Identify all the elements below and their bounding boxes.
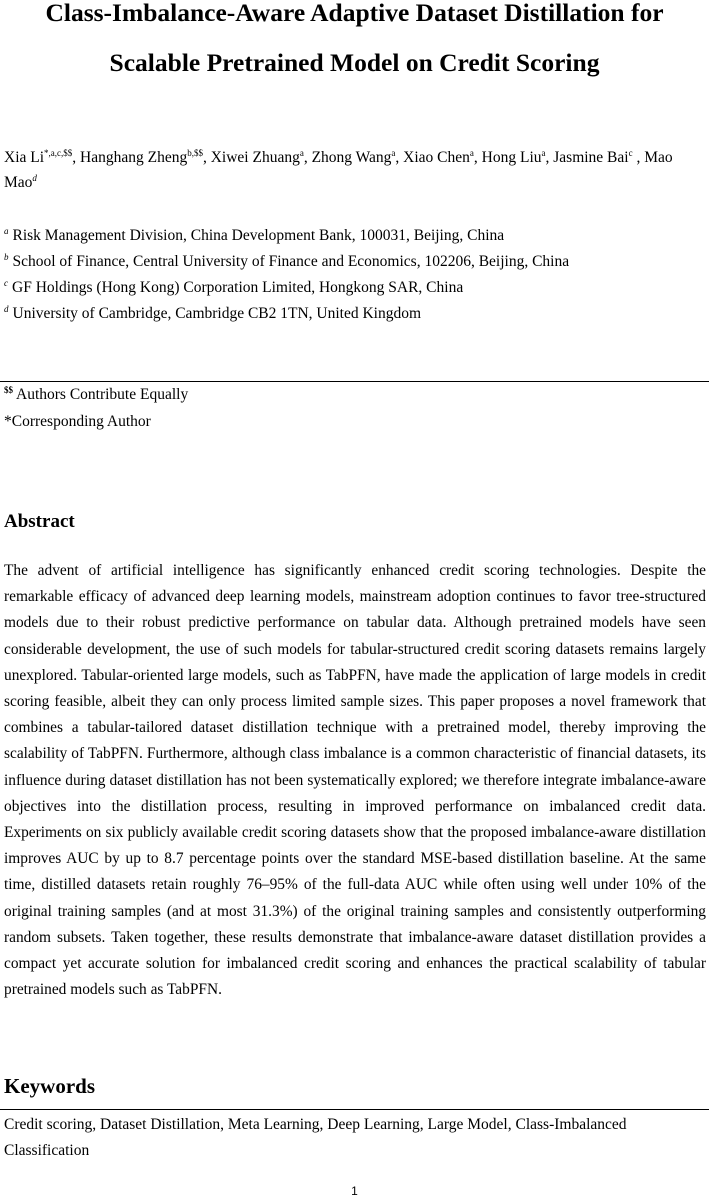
- affiliation-text: School of Finance, Central University of Finance and Economics, 102206, Beijing, China: [12, 253, 570, 270]
- abstract-body: The advent of artificial intelligence has significantly enhanced credit scoring technologies. Despite the remarkable efficacy of advanced deep learning models, mainstream adoption continues to favor tree-structured models due to their robust predictive performance on tabular data. Although pretrained models have seen considerable development, the use of such models for tabular-structured credit scoring datasets remains largely unexplored. Tabular-oriented large models, such as TabPFN, have made the application of large models in credit scoring feasible, albeit they can only process limited sample sizes. This paper proposes a novel framework that combines a tabular-tailored dataset distillation technique with a pretrained model, thereby improving the scalability of TabPFN. Furthermore, although class imbalance is a common characteristic of financial datasets, its influence during dataset distillation has not been systematically explored; we therefore integrate imbalance-aware objectives into the distillation process, resulting in improved performance on imbalanced credit data. Experiments on six publicly available credit scoring datasets show that the proposed imbalance-aware distillation improves AUC by up to 8.7 percentage points over the standard MSE-based distillation baseline. At the same time, distilled datasets retain roughly 76–95% of the full-data AUC while often using well under 10% of the original training samples (and at most 31.3%) of the original training samples and consistently outperforming random subsets. Taken together, these results demonstrate that imbalance-aware dataset distillation provides a compact yet accurate solution for imbalanced credit scoring and enhances the practical scalability of tabular pretrained models such as TabPFN.: [4, 562, 706, 999]
- author-name: Zhong Wang: [311, 149, 392, 166]
- author-mark: a: [469, 148, 474, 158]
- author-mark: b,$$: [187, 148, 203, 158]
- author-separator: ,: [473, 149, 482, 166]
- author-list: [4, 145, 707, 195]
- affiliation-mark: d: [4, 304, 9, 314]
- author-mark: *,a,c,$$: [44, 148, 73, 158]
- author: [553, 149, 644, 166]
- affiliation-mark: a: [4, 226, 9, 236]
- author-name: Xiao Chen: [403, 149, 470, 166]
- author: [211, 149, 312, 166]
- author-name: Xiwei Zhuang: [210, 149, 300, 166]
- author-name: Mao Mao: [4, 149, 673, 191]
- affiliation: [4, 301, 707, 327]
- author-mark: d: [32, 173, 37, 183]
- paper-title-line-1: Class-Imbalance-Aware Adaptive Dataset Distillation for: [45, 0, 664, 27]
- keywords-divider: [0, 1109, 709, 1110]
- author-mark: a: [541, 148, 546, 158]
- affiliation-text: University of Cambridge, Cambridge CB2 1TN, United Kingdom: [12, 305, 422, 322]
- paper-title-line-2: Scalable Pretrained Model on Credit Scoring: [109, 48, 600, 77]
- author-separator: ,: [202, 149, 211, 166]
- affiliation-text: GF Holdings (Hong Kong) Corporation Limited, Hongkong SAR, China: [12, 279, 464, 296]
- author-separator: ,: [303, 149, 312, 166]
- affiliation-list: [4, 223, 707, 327]
- author-separator: ,: [72, 149, 81, 166]
- affiliation-mark: b: [4, 252, 9, 262]
- author-mark: a: [299, 148, 304, 158]
- affiliation: [4, 223, 707, 249]
- affiliation-text: Risk Management Division, China Development Bank, 100031, Beijing, China: [12, 227, 505, 244]
- keywords-text: Credit scoring, Dataset Distillation, Meta Learning, Deep Learning, Large Model, Class-Imbalanced Classification: [4, 1116, 627, 1159]
- abstract-heading: Abstract: [4, 511, 75, 532]
- author: [4, 149, 80, 166]
- affiliation: [4, 275, 707, 301]
- author-separator: ,: [545, 149, 554, 166]
- author: [482, 149, 554, 166]
- equal-contribution-text: Authors Contribute Equally: [16, 386, 189, 403]
- author-separator: ,: [395, 149, 404, 166]
- author-mark: a: [391, 148, 396, 158]
- affiliation: [4, 249, 707, 275]
- author-separator: ,: [632, 149, 645, 166]
- author: [403, 149, 481, 166]
- author-name: Hong Liu: [481, 149, 542, 166]
- equal-contribution-mark: $$: [4, 385, 13, 395]
- affiliation-mark: c: [4, 278, 8, 288]
- author-name: Hanghang Zheng: [80, 149, 188, 166]
- equal-contribution-note: [4, 381, 707, 408]
- author: [80, 149, 211, 166]
- page-number: 1: [351, 1184, 358, 1198]
- author-name: Jasmine Bai: [553, 149, 629, 166]
- author-mark: c: [628, 148, 633, 158]
- author-notes: [4, 381, 707, 435]
- corresponding-author-note: *Corresponding Author: [4, 413, 151, 430]
- author: [312, 149, 404, 166]
- author-name: Xia Li: [4, 149, 45, 166]
- keywords-heading: Keywords: [4, 1074, 95, 1098]
